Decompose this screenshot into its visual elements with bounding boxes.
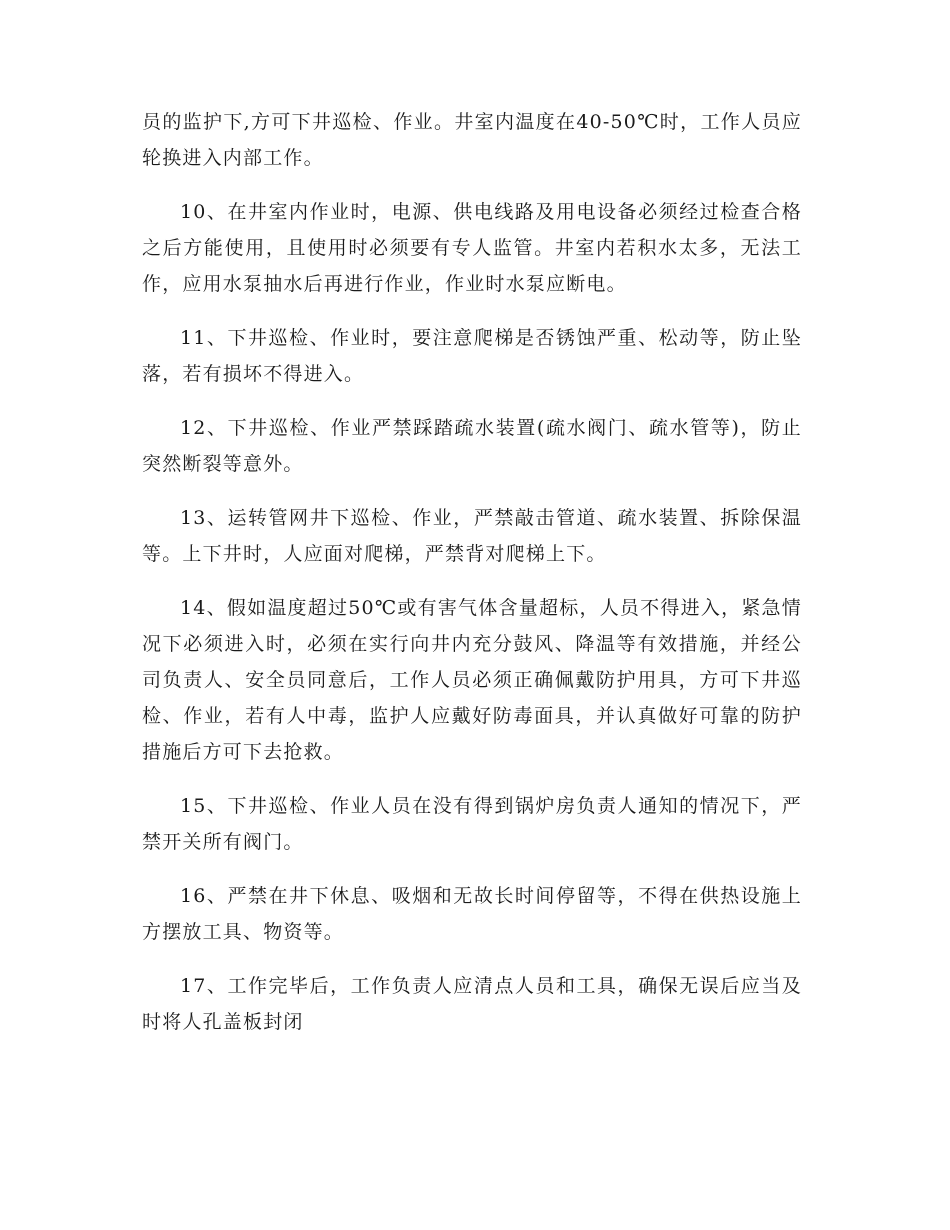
paragraph-item-14: 14、假如温度超过50℃或有害气体含量超标，人员不得进入，紧急情况下必须进入时，必须在实行向井内充分鼓风、降温等有效措施，并经公司负责人、安全员同意后，工作人员必须正确佩戴防护用具，方可下井巡检、作业，若有人中毒，监护人应戴好防毒面具，并认真做好可靠的防护措施后方可下去抢救。 <box>142 597 802 763</box>
paragraph-item-15: 15、下井巡检、作业人员在没有得到锅炉房负责人通知的情况下，严禁开关所有阀门。 <box>142 795 802 853</box>
paragraph-continuation: 员的监护下,方可下井巡检、作业。井室内温度在40-50℃时，工作人员应轮换进入内部工作。 <box>142 111 802 169</box>
paragraph-item-16: 16、严禁在井下休息、吸烟和无故长时间停留等，不得在供热设施上方摆放工具、物资等。 <box>142 885 802 943</box>
paragraph-item-13: 13、运转管网井下巡检、作业，严禁敲击管道、疏水装置、拆除保温等。上下井时，人应面对爬梯，严禁背对爬梯上下。 <box>142 507 802 565</box>
document-body <box>142 104 802 1058</box>
paragraph-item-17: 17、工作完毕后，工作负责人应清点人员和工具，确保无误后应当及时将人孔盖板封闭 <box>142 975 802 1033</box>
paragraph-item-12: 12、下井巡检、作业严禁踩踏疏水装置(疏水阀门、疏水管等)，防止突然断裂等意外。 <box>142 417 802 475</box>
paragraph-item-10: 10、在井室内作业时，电源、供电线路及用电设备必须经过检查合格之后方能使用，且使用时必须要有专人监管。井室内若积水太多，无法工作，应用水泵抽水后再进行作业，作业时水泵应断电。 <box>142 201 802 295</box>
paragraph-item-11: 11、下井巡检、作业时，要注意爬梯是否锈蚀严重、松动等，防止坠落，若有损坏不得进入。 <box>142 327 802 385</box>
